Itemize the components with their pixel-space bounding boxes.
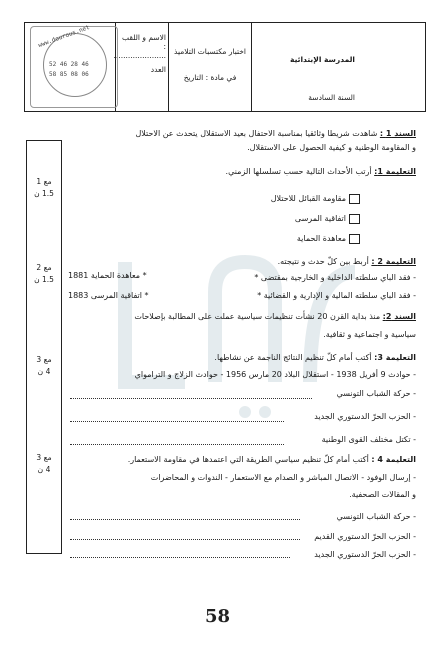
score-column — [26, 140, 62, 554]
criterion-label: مع 3 — [36, 355, 52, 364]
points-label: 1.5 ن — [34, 189, 54, 198]
answer-line[interactable] — [70, 421, 284, 422]
header-divider — [251, 23, 252, 111]
stamp — [30, 23, 118, 108]
sanad-2-label: السند 2: — [382, 312, 416, 321]
order-item — [271, 193, 360, 204]
score-field: العدد — [150, 65, 166, 74]
task-1-line — [226, 166, 416, 177]
points-label: 1.5 ن — [34, 275, 54, 284]
header-divider — [168, 23, 169, 111]
sanad-2-text: منذ بداية القرن 20 نشأت تنظيمات سياسية عملت على المطالبة بإصلاحات — [134, 312, 381, 321]
methods-list: - إرسال الوفود - الاتصال المباشر و الصدام مع الاستعمار - الندوات و المحاضرات — [150, 473, 416, 482]
stamp-phone-1: 52 46 28 46 — [49, 61, 89, 68]
org-item: - حركة الشباب التونسي — [336, 512, 416, 521]
stamp-phone-2: 58 85 08 06 — [49, 71, 89, 78]
sanad-2-line — [134, 311, 416, 322]
grade-label: السنة السادسة — [308, 93, 355, 102]
order-item-label: مقاومة القبائل للاحتلال — [270, 194, 346, 203]
answer-line[interactable] — [70, 444, 284, 445]
task-3-label: التعليمة 3: — [374, 353, 416, 362]
school-name: المدرسة الإبتدائية — [290, 55, 355, 64]
stamp-site: www.dourous.net — [37, 23, 91, 50]
task-1-label: التعليمة 1: — [374, 167, 416, 176]
org-item: - حركة الشباب التونسي — [336, 389, 416, 398]
criterion-label: مع 3 — [36, 453, 52, 462]
match-right-item: - فقد الباي سلطته المالية و الإدارية و القضائية * — [257, 291, 416, 300]
task-2-text: أربط بين كلّ حدث و نتيجته. — [277, 257, 369, 266]
subject-label: في مادة : التاريخ — [183, 73, 237, 82]
task-2-label: التعليمة 2 : — [371, 257, 416, 266]
order-item-label: معاهدة الحماية — [296, 234, 346, 243]
answer-line[interactable] — [70, 398, 312, 399]
answer-line[interactable] — [70, 519, 300, 520]
match-left-item: * اتفاقية المرسى 1883 — [68, 291, 149, 300]
org-item: - الحزب الحرّ الدستوري القديم — [314, 532, 416, 541]
name-field: الاسم و اللقب : ...................... — [113, 33, 166, 60]
sanad-2-text-2: سياسية و اجتماعية و ثقافية. — [323, 330, 416, 339]
methods-list-2: و المقالات الصحفية. — [349, 490, 416, 499]
exam-title: اختبار مكتسبات التلاميذ — [174, 47, 246, 56]
org-item: - الحزب الحرّ الدستوري الجديد — [314, 412, 416, 421]
points-label: 4 ن — [37, 465, 51, 474]
checkbox[interactable] — [349, 234, 360, 244]
criterion-label: مع 1 — [36, 177, 52, 186]
match-left-item: * معاهدة الحماية 1881 — [68, 271, 147, 280]
task-3-line — [214, 352, 416, 363]
criterion-label: مع 2 — [36, 263, 52, 272]
match-right-item: - فقد الباي سلطته الداخلية و الخارجية بمقتضى * — [254, 273, 416, 282]
task-2-line — [278, 256, 416, 267]
task-1-text: أرتب الأحداث التالية حسب تسلسلها الزمني. — [225, 167, 372, 176]
checkbox[interactable] — [349, 194, 360, 204]
sanad-1-label: السند 1 : — [379, 129, 416, 138]
answer-line[interactable] — [70, 539, 300, 540]
order-item — [297, 233, 360, 244]
task-4-text: أكتب أمام كلّ تنظيم سياسي الطريقة التي اعتمدها في مقاومة الاستعمار. — [127, 455, 369, 464]
task-4-label: التعليمة 4 : — [371, 455, 416, 464]
task-4-line — [128, 454, 416, 465]
events-list: - حوادث 9 أفريل 1938 - استقلال البلاد 20 مارس 1956 - حوادث الزلاج و الترامواي — [134, 370, 416, 379]
points-label: 4 ن — [37, 367, 51, 376]
order-item-label: اتفاقية المرسى — [294, 214, 346, 223]
answer-line[interactable] — [70, 557, 290, 558]
page-number: 58 — [205, 606, 231, 627]
order-item — [295, 213, 360, 224]
checkbox[interactable] — [349, 214, 360, 224]
sanad-1-line — [135, 128, 416, 139]
sanad-1-text-2: و المقاومة الوطنية و كيفية الحصول على الاستقلال. — [247, 143, 416, 152]
org-item: - تكتل مختلف القوى الوطنية — [321, 435, 416, 444]
org-item: - الحزب الحرّ الدستوري الجديد — [314, 550, 416, 559]
sanad-1-text: شاهدت شريطا وثائقيا بمناسبة الاحتفال بعيد الاستقلال يتحدث عن الاحتلال — [135, 129, 378, 138]
task-3-text: أكتب أمام كلّ تنظيم النتائج الناجمة عن نشاطها. — [214, 353, 372, 362]
